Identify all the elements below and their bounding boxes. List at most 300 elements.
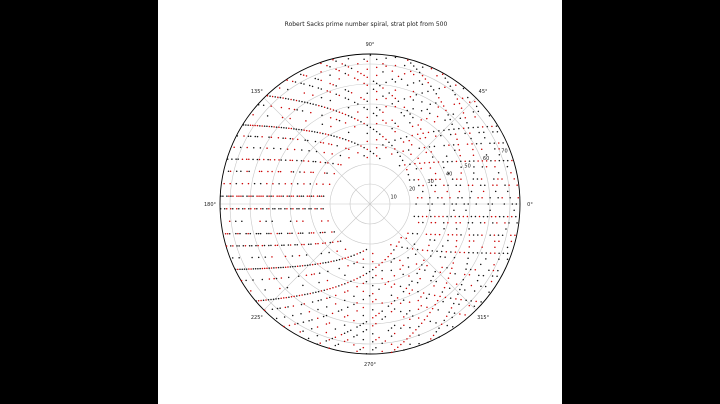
prime-point [454,104,456,106]
prime-point [320,80,322,82]
prime-point [382,63,384,64]
prime-point [272,195,274,197]
prime-point [504,222,506,224]
prime-point [462,97,464,99]
prime-point [404,73,406,75]
prime-point [396,245,398,247]
composite-point [287,306,289,308]
composite-point [487,126,489,128]
composite-point [409,344,411,346]
composite-point [463,203,465,205]
prime-point [398,76,400,78]
prime-point [409,318,411,320]
composite-point [483,132,485,134]
composite-point [252,279,254,281]
composite-point [333,260,335,262]
composite-point [443,320,445,322]
composite-point [508,222,510,224]
prime-point [448,234,450,236]
composite-point [442,291,444,293]
prime-point [360,145,362,147]
prime-point [517,197,519,199]
prime-point [363,75,365,77]
prime-point [498,148,500,150]
composite-point [367,93,369,95]
composite-point [303,195,305,197]
composite-point [443,203,445,205]
composite-point [322,262,324,264]
prime-point [481,148,483,150]
prime-point [297,139,299,141]
composite-point [466,263,468,265]
composite-point [469,197,471,199]
prime-point [319,342,321,344]
composite-point [373,113,375,115]
prime-point [481,178,483,180]
composite-point [348,90,350,92]
composite-point [294,266,296,268]
composite-point [264,125,266,127]
prime-point [345,147,347,149]
composite-point [274,96,276,98]
prime-point [409,293,411,295]
radial-label-30: 30 [427,179,434,185]
prime-point [285,266,287,268]
chart-canvas [158,0,562,404]
composite-point [325,162,327,164]
composite-point [363,323,365,325]
composite-point [463,279,465,281]
prime-point [465,117,467,119]
composite-point [391,145,393,147]
prime-point [464,252,466,254]
composite-point [351,141,353,143]
composite-point [403,291,405,293]
prime-point [354,118,356,120]
composite-point [385,316,387,318]
prime-point [376,67,378,69]
composite-point [417,233,419,235]
composite-point [325,262,327,264]
prime-point [311,232,313,234]
composite-point [344,275,346,277]
composite-point [381,343,383,345]
composite-point [267,159,269,161]
prime-point [344,341,346,343]
composite-point [283,127,285,129]
prime-point [514,234,516,236]
composite-point [503,216,505,218]
prime-point [456,139,458,141]
composite-point [376,107,378,109]
prime-point [329,339,331,341]
composite-point [459,289,461,291]
prime-point [429,312,431,314]
prime-point [406,288,408,290]
composite-point [263,105,265,107]
composite-point [422,84,424,86]
composite-point [353,304,355,306]
prime-point [353,320,355,322]
prime-point [331,153,333,155]
prime-point [375,323,377,325]
composite-point [270,299,272,301]
composite-point [460,161,462,163]
prime-point [492,184,494,186]
composite-point [430,216,432,218]
composite-point [376,115,378,117]
prime-point [394,333,396,335]
prime-point [437,116,439,118]
composite-point [516,222,518,224]
composite-point [376,131,378,133]
composite-point [238,208,240,210]
composite-point [299,265,301,267]
composite-point [262,208,264,210]
prime-point [282,117,284,119]
composite-point [268,233,270,235]
prime-point [390,253,392,255]
prime-point [309,311,311,313]
composite-point [271,126,273,128]
prime-point [367,149,369,151]
composite-point [437,309,439,311]
prime-point [331,144,333,146]
composite-point [351,68,353,70]
prime-point [303,74,305,76]
prime-point [320,142,322,144]
prime-point [376,155,378,157]
composite-point [417,249,419,251]
composite-point [292,255,294,257]
prime-point [472,149,474,151]
radial-label-10: 10 [390,194,397,201]
composite-point [454,312,456,314]
composite-point [382,144,384,146]
composite-point [373,89,375,91]
prime-point [330,261,332,263]
composite-point [250,233,252,235]
prime-point [334,173,336,175]
prime-point [267,95,269,97]
prime-point [424,147,426,149]
composite-point [393,249,395,251]
prime-point [423,292,425,294]
prime-point [259,221,261,223]
angle-label-0: 0° [527,202,533,208]
prime-point [266,268,268,270]
composite-point [308,320,310,322]
prime-point [447,222,449,224]
composite-point [502,234,504,236]
prime-point [416,263,418,265]
composite-point [453,113,455,115]
prime-point [375,275,377,277]
composite-point [247,124,249,126]
composite-point [432,156,434,158]
prime-point [259,159,261,161]
composite-point [454,94,456,96]
prime-point [307,195,309,197]
composite-point [235,158,237,160]
composite-point [353,296,355,298]
composite-point [388,305,390,307]
composite-point [414,216,416,218]
composite-point [257,136,259,138]
prime-point [429,162,431,164]
prime-point [260,195,262,197]
composite-point [372,277,374,279]
composite-point [282,195,284,197]
prime-point [394,148,396,150]
prime-point [385,98,387,100]
prime-point [388,281,390,283]
composite-point [281,233,283,235]
prime-point [272,183,274,185]
prime-point [422,216,424,218]
composite-point [273,298,275,300]
composite-point [338,285,340,287]
prime-point [229,183,231,185]
prime-point [433,335,435,337]
prime-point [341,284,343,286]
prime-point [469,240,471,242]
prime-point [225,233,227,235]
prime-point [482,126,484,128]
prime-point [330,108,332,110]
composite-point [323,195,325,197]
composite-point [293,128,295,130]
composite-point [229,233,231,235]
composite-point [444,119,446,121]
composite-point [450,85,452,87]
prime-point [430,338,432,340]
prime-point [382,120,384,122]
composite-point [429,146,431,148]
composite-point [503,253,505,255]
composite-point [327,107,329,109]
composite-point [281,159,283,161]
composite-point [388,330,390,332]
composite-point [430,280,432,282]
composite-point [319,195,321,197]
composite-point [294,244,296,246]
prime-point [294,109,296,111]
composite-point [299,171,301,173]
composite-point [353,263,355,265]
composite-point [411,280,413,282]
composite-point [265,220,267,222]
prime-point [498,241,500,243]
composite-point [284,316,286,318]
prime-point [293,305,295,307]
prime-point [494,166,496,168]
composite-point [287,233,289,235]
composite-point [320,299,322,301]
composite-point [442,301,444,303]
prime-point [422,75,424,77]
prime-point [266,183,268,185]
composite-point [484,137,486,139]
composite-point [272,208,274,210]
composite-point [367,101,369,103]
prime-point [426,216,428,218]
composite-point [359,252,361,254]
prime-point [382,136,384,138]
composite-point [490,160,492,162]
prime-point [327,162,329,164]
prime-point [394,349,396,351]
prime-point [494,247,496,249]
prime-point [241,280,243,282]
prime-point [312,264,314,266]
prime-point [289,233,291,235]
prime-point [340,164,342,166]
composite-point [363,59,365,61]
prime-point [272,96,274,98]
composite-point [317,79,319,81]
composite-point [269,267,271,269]
composite-point [472,222,474,224]
composite-point [460,166,462,168]
composite-point [382,95,384,97]
prime-point [338,70,340,72]
prime-point [309,195,311,197]
composite-point [236,171,238,173]
composite-point [372,333,374,335]
angle-label-270: 270° [363,362,377,368]
composite-point [367,125,369,127]
composite-point [357,144,359,146]
composite-point [478,132,480,134]
prime-point [345,114,347,116]
composite-point [484,184,486,186]
prime-point [363,291,365,293]
prime-point [397,346,399,348]
prime-point [376,99,378,101]
composite-point [471,216,473,218]
prime-point [335,303,337,305]
prime-point [417,134,419,136]
composite-point [258,257,260,259]
composite-point [367,133,369,135]
prime-point [306,130,308,132]
composite-point [265,256,267,258]
prime-point [464,160,466,162]
composite-point [308,208,310,210]
composite-point [498,253,500,255]
composite-point [310,183,312,185]
prime-point [402,150,404,152]
prime-point [280,298,282,300]
prime-point [354,126,356,128]
prime-point [261,125,263,127]
prime-point [268,208,270,210]
prime-point [426,152,428,154]
composite-point [379,158,381,160]
prime-point [310,112,312,114]
composite-point [330,135,332,137]
composite-point [435,322,437,324]
composite-point [453,303,455,305]
composite-point [248,208,250,210]
prime-point [459,191,461,193]
composite-point [475,216,477,218]
composite-point [353,336,355,338]
prime-point [269,126,271,128]
prime-point [332,313,334,315]
composite-point [350,330,352,332]
composite-point [507,166,509,168]
composite-point [422,222,424,224]
composite-point [326,172,328,174]
composite-point [403,115,405,117]
composite-point [476,143,478,145]
prime-point [410,71,412,73]
composite-point [478,111,480,113]
composite-point [381,318,383,320]
prime-point [292,138,294,140]
prime-point [402,265,404,267]
composite-point [463,88,465,90]
composite-point [344,333,346,335]
prime-point [372,293,374,295]
composite-point [317,335,319,337]
prime-point [287,148,289,150]
prime-point [459,252,461,254]
composite-point [257,159,259,161]
composite-point [330,100,332,102]
prime-point [407,59,409,61]
composite-point [324,289,326,291]
prime-point [270,159,272,161]
composite-point [338,268,340,270]
prime-point [409,335,411,337]
composite-point [310,103,312,105]
prime-point [408,275,410,277]
composite-point [345,73,347,75]
composite-point [450,216,452,218]
prime-point [434,304,436,306]
prime-point [267,171,269,173]
composite-point [307,293,309,295]
composite-point [391,295,393,297]
prime-point [298,232,300,234]
composite-point [322,133,324,135]
prime-point [332,59,334,61]
composite-point [385,57,387,59]
composite-point [412,108,414,110]
composite-point [381,310,383,312]
prime-point [232,195,234,197]
prime-point [314,273,316,275]
prime-point [385,147,387,149]
composite-point [480,301,482,303]
prime-point [412,248,414,250]
prime-point [243,135,245,137]
composite-point [324,232,326,234]
prime-point [376,123,378,125]
composite-point [481,252,483,254]
prime-point [326,323,328,325]
composite-point [370,151,372,153]
prime-point [317,318,319,320]
composite-point [443,222,445,224]
composite-point [290,220,292,222]
prime-point [270,233,272,235]
composite-point [408,149,410,151]
composite-point [304,139,306,141]
